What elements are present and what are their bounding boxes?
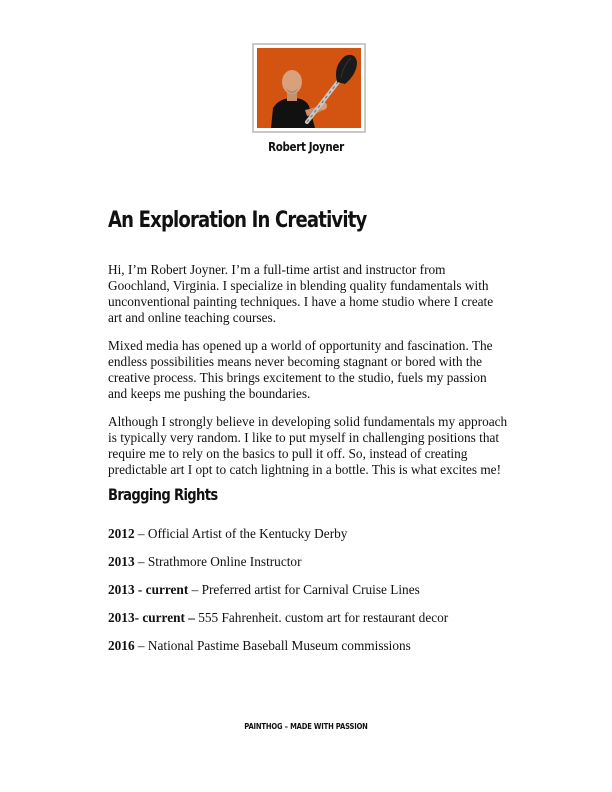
item-year: 2013 <box>108 554 135 569</box>
item-text: – Strathmore Online Instructor <box>134 554 302 569</box>
item-year: 2012 <box>108 526 135 541</box>
list-item <box>108 554 528 570</box>
approach-paragraph: Although I strongly believe in developing solid fundamentals my approach is typically very random. I like to put myself in challenging positions that require me to rely on the basics to pull it off. So, instead of creating predictable art I opt to catch lightning in a bottle. This is what excites me! <box>108 414 508 477</box>
item-year: 2016 <box>108 638 135 653</box>
item-text: 555 Fahrenheit. custom art for restaurant decor <box>194 610 449 625</box>
mixed-media-paragraph: Mixed media has opened up a world of opportunity and fascination. The endless possibilities means never becoming stagnant or bored with the creative process. This brings excitement to the studio, fuels my passion and keeps me pushing the boundaries. <box>108 338 493 401</box>
profile-photo <box>257 48 361 128</box>
author-name: Robert Joyner <box>268 140 344 154</box>
item-year: 2013 - current <box>108 582 189 597</box>
list-item <box>108 526 528 542</box>
list-item <box>108 610 528 626</box>
list-item <box>108 638 528 654</box>
item-year: 2013- current – <box>108 610 195 625</box>
item-text: – Official Artist of the Kentucky Derby <box>134 526 348 541</box>
item-text: – National Pastime Baseball Museum commissions <box>134 638 411 653</box>
intro-paragraph: Hi, I’m Robert Joyner. I’m a full-time artist and instructor from Goochland, Virginia. I specialize in blending quality fundamentals with unconventional painting techniques. I have a home studio where I create art and online teaching courses. <box>108 262 494 325</box>
profile-photo-frame <box>252 43 366 133</box>
item-text: – Preferred artist for Carnival Cruise Lines <box>188 582 420 597</box>
person-head <box>282 70 302 94</box>
page-title: An Exploration In Creativity <box>108 208 367 233</box>
list-item <box>108 582 528 598</box>
footer-tagline: PAINTHOG – MADE WITH PASSION <box>244 722 368 731</box>
bragging-rights-heading: Bragging Rights <box>108 485 218 504</box>
